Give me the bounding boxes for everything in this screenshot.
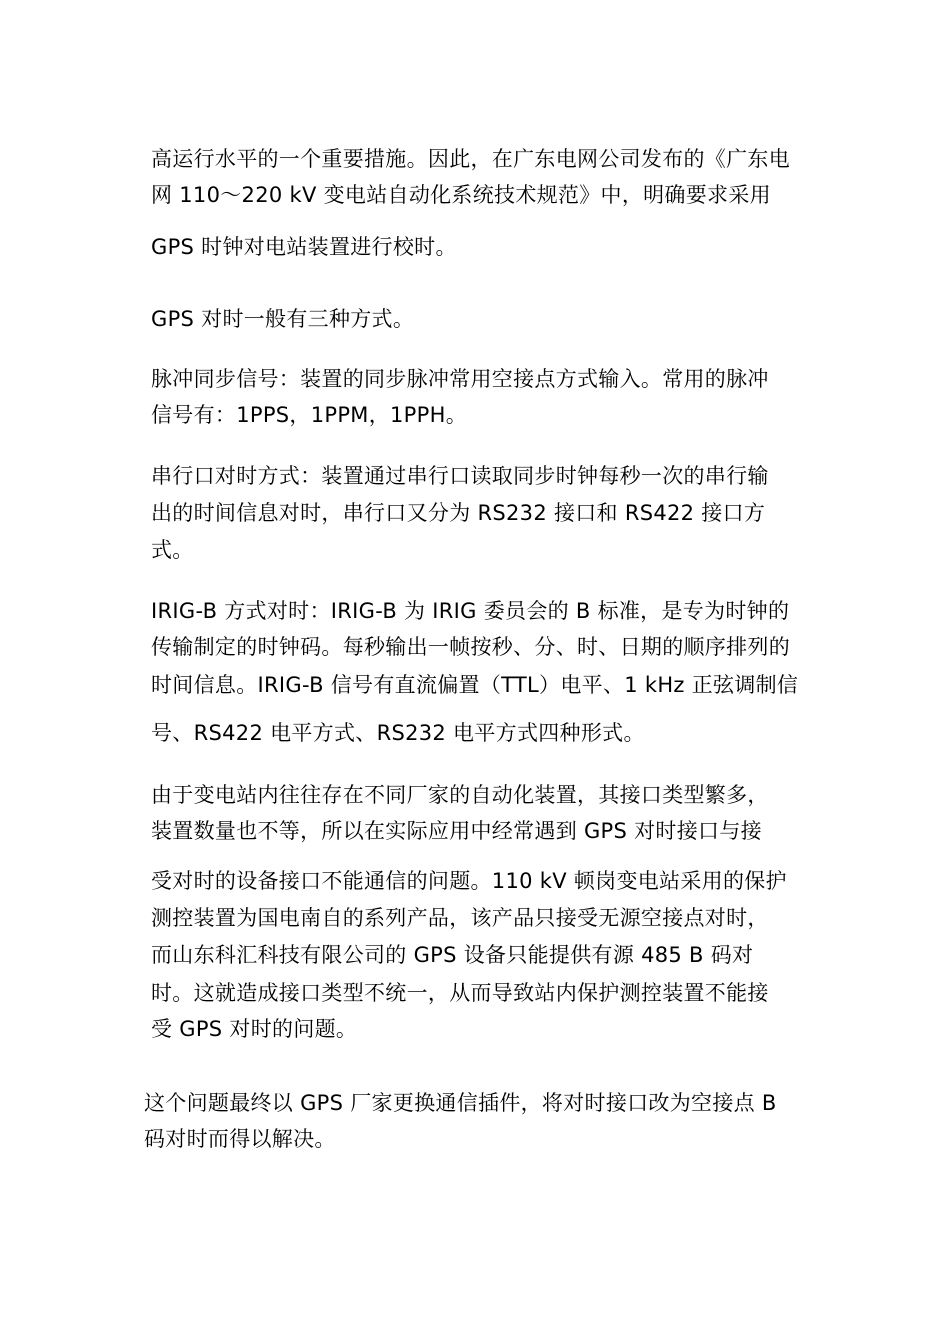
text-line: GPS 时钟对电站装置进行校时。 bbox=[151, 235, 457, 259]
text-line: 式。 bbox=[151, 538, 194, 562]
text-line: 传输制定的时钟码。每秒输出一帧按秒、分、时、日期的顺序排列的 bbox=[151, 635, 790, 659]
text-line: 时间信息。IRIG-B 信号有直流偏置（TTL）电平、1 kHz 正弦调制信 bbox=[151, 673, 799, 697]
text-line: GPS 对时一般有三种方式。 bbox=[151, 307, 415, 331]
text-line: 脉冲同步信号：装置的同步脉冲常用空接点方式输入。常用的脉冲 bbox=[151, 367, 769, 391]
text-line: 出的时间信息对时，串行口又分为 RS232 接口和 RS422 接口方 bbox=[151, 501, 766, 525]
text-line: 高运行水平的一个重要措施。因此，在广东电网公司发布的《广东电 bbox=[151, 147, 790, 171]
text-line: 时。这就造成接口类型不统一，从而导致站内保护测控装置不能接 bbox=[151, 981, 769, 1005]
text-line: 受对时的设备接口不能通信的问题。110 kV 顿岗变电站采用的保护 bbox=[151, 869, 787, 893]
text-line: 装置数量也不等，所以在实际应用中经常遇到 GPS 对时接口与接 bbox=[151, 819, 762, 843]
text-line: 而山东科汇科技有限公司的 GPS 设备只能提供有源 485 B 码对 bbox=[151, 943, 754, 967]
text-line: 号、RS422 电平方式、RS232 电平方式四种形式。 bbox=[151, 721, 645, 745]
text-line: 网 110～220 kV 变电站自动化系统技术规范》中，明确要求采用 bbox=[151, 183, 771, 207]
text-line: 这个问题最终以 GPS 厂家更换通信插件，将对时接口改为空接点 B bbox=[144, 1091, 777, 1115]
text-line: 由于变电站内往往存在不同厂家的自动化装置，其接口类型繁多， bbox=[151, 783, 769, 807]
text-line: 码对时而得以解决。 bbox=[144, 1127, 336, 1151]
text-line: 测控装置为国电南自的系列产品，该产品只接受无源空接点对时， bbox=[151, 906, 769, 930]
text-line: 信号有：1PPS，1PPM，1PPH。 bbox=[151, 403, 468, 427]
text-line: 受 GPS 对时的问题。 bbox=[151, 1017, 358, 1041]
text-line: IRIG-B 方式对时：IRIG-B 为 IRIG 委员会的 B 标准，是专为时钟的 bbox=[151, 599, 790, 623]
text-line: 串行口对时方式：装置通过串行口读取同步时钟每秒一次的串行输 bbox=[151, 464, 769, 488]
